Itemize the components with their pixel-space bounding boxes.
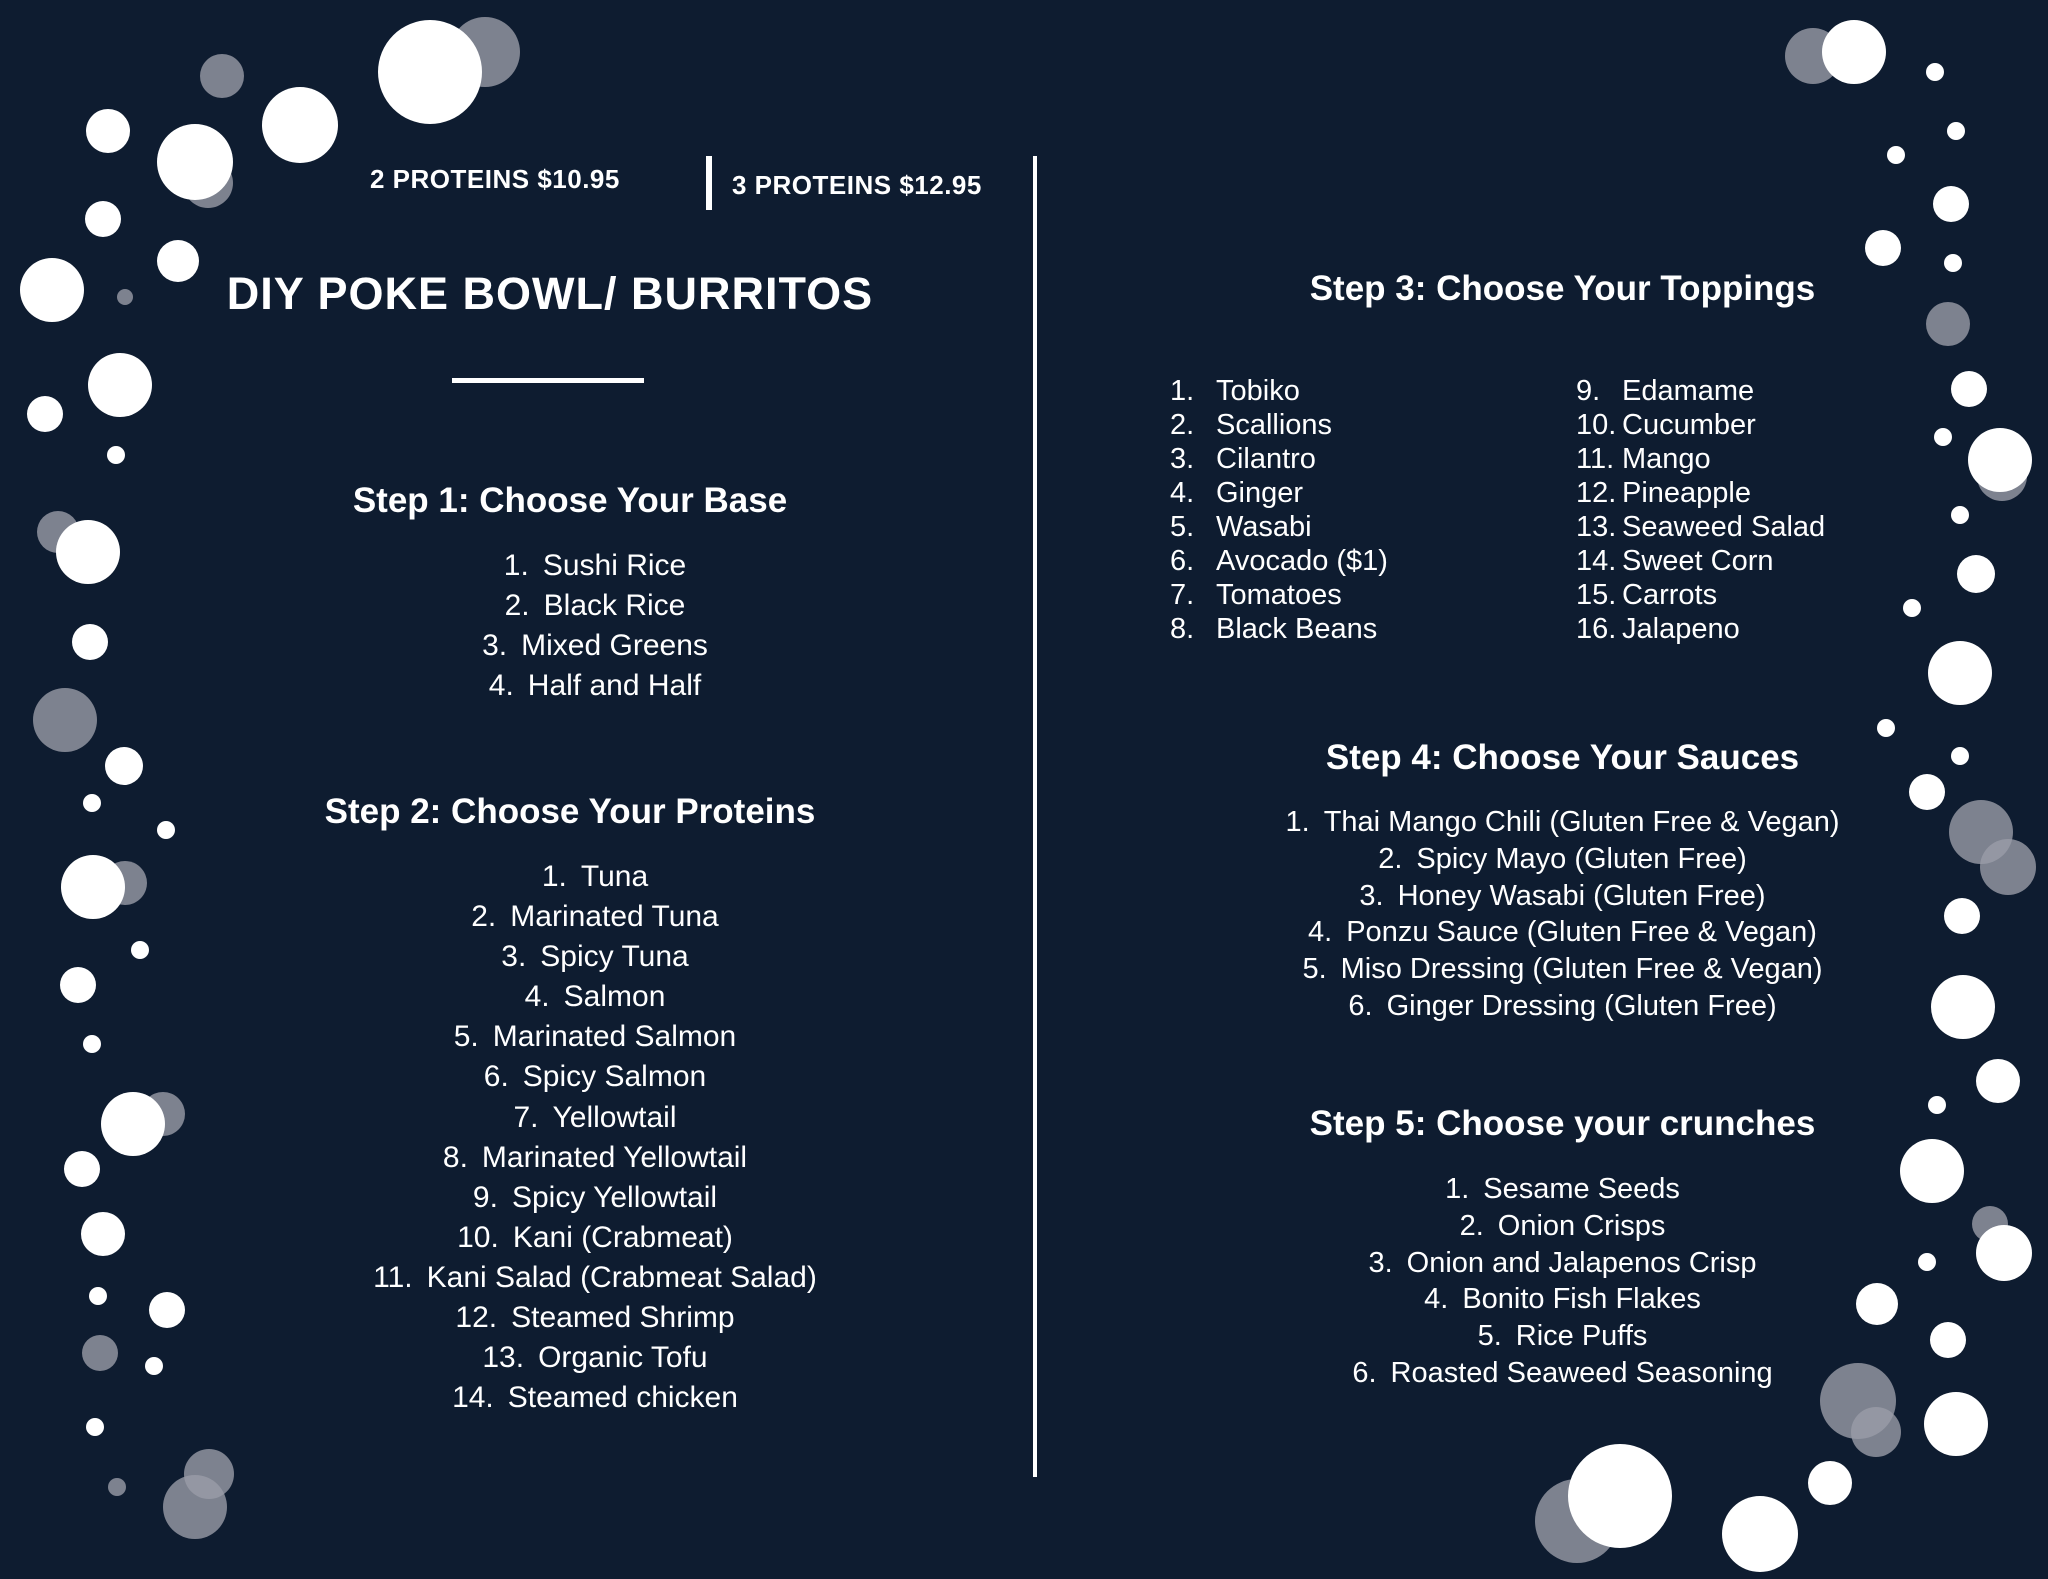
- bubble-dot: [1568, 1444, 1672, 1548]
- bubble-dot: [88, 353, 152, 417]
- item-number: 6.: [483, 1060, 509, 1094]
- topping-item: [1170, 408, 1388, 442]
- protein-item: [200, 1218, 990, 1258]
- item-number: 7.: [1170, 579, 1195, 611]
- bubble-dot: [1926, 63, 1944, 81]
- bubble-dot: [1980, 839, 2036, 895]
- bubble-dot: [108, 1478, 126, 1496]
- item-number: 5.: [453, 1020, 479, 1054]
- bubble-dot: [157, 124, 233, 200]
- item-label: Kani Salad (Crabmeat Salad): [426, 1260, 817, 1294]
- item-number: 4.: [1308, 916, 1333, 949]
- menu-title: DIY POKE BOWL/ BURRITOS: [226, 268, 874, 319]
- topping-item: [1576, 476, 1825, 510]
- bubble-dot: [1903, 599, 1921, 617]
- item-number: 14.: [1576, 545, 1617, 577]
- bubble-dot: [1934, 428, 1952, 446]
- price-three-proteins: 3 PROTEINS $12.95: [732, 170, 982, 200]
- item-label: Marinated Yellowtail: [481, 1140, 748, 1174]
- item-label: Salmon: [563, 980, 666, 1014]
- protein-item: [200, 1378, 990, 1418]
- bubble-dot: [83, 1035, 101, 1053]
- toppings-list-2: [1576, 374, 1825, 646]
- price-two-proteins: 2 PROTEINS $10.95: [370, 164, 620, 194]
- item-number: 1.: [541, 860, 567, 893]
- item-number: 3.: [1368, 1246, 1393, 1279]
- price-divider: [706, 156, 712, 210]
- sauce-item: [1150, 951, 1975, 988]
- bubble-dot: [1822, 20, 1886, 84]
- item-label: Spicy Salmon: [522, 1060, 707, 1094]
- bubble-dot: [1877, 719, 1895, 737]
- item-label: Jalapeno: [1622, 613, 1740, 645]
- item-number: 9.: [472, 1180, 498, 1214]
- step2-title: Step 2: Choose Your Proteins: [324, 792, 816, 831]
- bubble-dot: [1947, 122, 1965, 140]
- item-label: Ginger Dressing (Gluten Free): [1386, 989, 1777, 1022]
- step5-title: Step 5: Choose your crunches: [1309, 1104, 1816, 1143]
- title-underline: [452, 378, 644, 383]
- item-number: 10.: [1576, 409, 1617, 441]
- bubble-dot: [89, 1287, 107, 1305]
- bubble-dot: [1957, 555, 1995, 593]
- item-label: Sweet Corn: [1622, 545, 1774, 577]
- bubble-dot: [149, 1292, 185, 1328]
- crunch-item: [1150, 1281, 1975, 1318]
- item-label: Tobiko: [1216, 375, 1300, 407]
- item-number: 3.: [1359, 879, 1384, 912]
- protein-item: [200, 1338, 990, 1378]
- bubble-dot: [82, 1335, 118, 1371]
- item-label: Sesame Seeds: [1483, 1173, 1680, 1205]
- protein-item: [200, 1298, 990, 1338]
- bubble-dot: [85, 201, 121, 237]
- item-number: 5.: [1170, 511, 1195, 543]
- item-label: Sushi Rice: [542, 549, 687, 582]
- item-label: Wasabi: [1216, 511, 1312, 543]
- bubble-dot: [1924, 1392, 1988, 1456]
- item-label: Black Beans: [1216, 613, 1378, 645]
- item-number: 3.: [482, 629, 508, 662]
- item-label: Spicy Yellowtail: [511, 1180, 718, 1214]
- item-number: 1.: [1285, 806, 1310, 838]
- bubble-dot: [60, 967, 96, 1003]
- bubble-dot: [163, 1475, 227, 1539]
- bubble-dot: [1933, 186, 1969, 222]
- item-number: 4.: [1424, 1283, 1449, 1316]
- bubble-dot: [86, 109, 130, 153]
- topping-item: [1576, 612, 1825, 646]
- protein-item: [200, 1057, 990, 1097]
- item-number: 3.: [501, 940, 527, 974]
- item-label: Spicy Tuna: [540, 940, 689, 974]
- bubble-dot: [262, 87, 338, 163]
- item-label: Organic Tofu: [538, 1341, 708, 1375]
- protein-item: [200, 977, 990, 1017]
- crunch-item: [1150, 1171, 1975, 1208]
- item-label: Honey Wasabi (Gluten Free): [1397, 879, 1766, 912]
- bubble-dot: [83, 794, 101, 812]
- bubble-dot: [1976, 1225, 2032, 1281]
- bubble-dot: [64, 1151, 100, 1187]
- bubble-dot: [56, 520, 120, 584]
- topping-item: [1576, 374, 1825, 408]
- item-number: 12.: [1576, 477, 1617, 509]
- topping-item: [1170, 544, 1388, 578]
- item-label: Mixed Greens: [521, 629, 708, 662]
- item-label: Pineapple: [1622, 477, 1751, 509]
- bubble-dot: [131, 941, 149, 959]
- protein-item: [200, 857, 990, 897]
- item-number: 2.: [1459, 1209, 1484, 1242]
- bubble-dot: [86, 1418, 104, 1436]
- bubble-dot: [378, 20, 482, 124]
- item-number: 6.: [1170, 545, 1195, 577]
- crunch-item: [1150, 1355, 1975, 1392]
- bubble-dot: [33, 688, 97, 752]
- item-label: Bonito Fish Flakes: [1462, 1283, 1701, 1316]
- crunch-item: [1150, 1318, 1975, 1355]
- base-list: [200, 546, 990, 706]
- item-number: 13.: [1576, 511, 1617, 543]
- sauces-list: [1150, 804, 1975, 1025]
- item-number: 2.: [1170, 409, 1195, 441]
- item-label: Seaweed Salad: [1622, 511, 1826, 543]
- bubble-dot: [107, 446, 125, 464]
- sauce-item: [1150, 841, 1975, 878]
- item-number: 1.: [503, 549, 529, 582]
- topping-item: [1170, 578, 1388, 612]
- item-number: 4.: [1170, 477, 1195, 509]
- item-label: Miso Dressing (Gluten Free & Vegan): [1340, 953, 1823, 986]
- bubble-dot: [27, 396, 63, 432]
- column-divider: [1033, 156, 1037, 1477]
- item-label: Mango: [1622, 443, 1711, 475]
- item-label: Spicy Mayo (Gluten Free): [1416, 842, 1747, 875]
- bubble-dot: [1928, 641, 1992, 705]
- bubble-dot: [1722, 1496, 1798, 1572]
- base-item: [200, 546, 990, 586]
- protein-item: [200, 937, 990, 977]
- item-number: 5.: [1302, 953, 1327, 986]
- item-number: 2.: [1378, 842, 1403, 875]
- bubble-dot: [1851, 1407, 1901, 1457]
- item-label: Marinated Salmon: [492, 1020, 737, 1054]
- bubble-dot: [81, 1212, 125, 1256]
- bubble-dot: [1887, 146, 1905, 164]
- crunch-item: [1150, 1245, 1975, 1282]
- protein-item: [200, 1178, 990, 1218]
- item-label: Avocado ($1): [1216, 545, 1388, 577]
- toppings-list-1: [1170, 374, 1388, 646]
- item-number: 14.: [452, 1381, 494, 1415]
- item-label: Steamed chicken: [507, 1381, 738, 1415]
- topping-item: [1170, 612, 1388, 646]
- item-number: 7.: [513, 1100, 539, 1134]
- item-number: 6.: [1352, 1356, 1377, 1389]
- bubble-dot: [1951, 506, 1969, 524]
- item-number: 4.: [524, 980, 550, 1014]
- item-number: 11.: [1576, 443, 1615, 475]
- bubble-dot: [157, 821, 175, 839]
- item-label: Ginger: [1216, 477, 1304, 509]
- item-label: Onion Crisps: [1497, 1209, 1666, 1242]
- item-number: 2.: [471, 900, 497, 934]
- item-number: 8.: [1170, 613, 1195, 645]
- item-number: 1.: [1445, 1173, 1470, 1205]
- bubble-dot: [145, 1357, 163, 1375]
- item-label: Scallions: [1216, 409, 1333, 441]
- item-label: Cucumber: [1622, 409, 1756, 441]
- item-number: 4.: [488, 669, 514, 702]
- topping-item: [1576, 578, 1825, 612]
- item-number: 11.: [373, 1260, 413, 1294]
- item-label: Tuna: [580, 860, 649, 893]
- topping-item: [1170, 510, 1388, 544]
- item-label: Roasted Seaweed Seasoning: [1390, 1356, 1773, 1389]
- protein-item: [200, 1017, 990, 1057]
- topping-item: [1170, 442, 1388, 476]
- item-number: 15.: [1576, 579, 1617, 611]
- base-item: [200, 626, 990, 666]
- protein-item: [200, 1098, 990, 1138]
- bubble-dot: [1951, 371, 1987, 407]
- topping-item: [1576, 510, 1825, 544]
- item-number: 9.: [1576, 375, 1601, 407]
- bubble-dot: [61, 855, 125, 919]
- bubble-dot: [1976, 1059, 2020, 1103]
- topping-item: [1576, 408, 1825, 442]
- bubble-dot: [20, 258, 84, 322]
- item-number: 1.: [1170, 375, 1195, 407]
- step1-title: Step 1: Choose Your Base: [352, 481, 788, 520]
- bubble-dot: [117, 289, 133, 305]
- bubble-dot: [1968, 428, 2032, 492]
- topping-item: [1576, 442, 1825, 476]
- bubble-dot: [1808, 1461, 1852, 1505]
- protein-item: [200, 1138, 990, 1178]
- item-label: Onion and Jalapenos Crisp: [1406, 1246, 1757, 1279]
- protein-item: [200, 1258, 990, 1298]
- item-number: 8.: [442, 1140, 468, 1174]
- base-item: [200, 586, 990, 626]
- bubble-dot: [1865, 230, 1901, 266]
- bubble-dot: [101, 1092, 165, 1156]
- item-label: Edamame: [1622, 375, 1755, 407]
- item-number: 16.: [1576, 613, 1617, 645]
- item-label: Marinated Tuna: [510, 900, 719, 934]
- item-label: Rice Puffs: [1515, 1320, 1648, 1353]
- sauce-item: [1150, 914, 1975, 951]
- item-label: Kani (Crabmeat): [512, 1220, 733, 1254]
- item-label: Steamed Shrimp: [511, 1301, 735, 1335]
- item-label: Ponzu Sauce (Gluten Free & Vegan): [1346, 916, 1817, 949]
- topping-item: [1170, 476, 1388, 510]
- bubble-dot: [72, 624, 108, 660]
- bubble-dot: [200, 54, 244, 98]
- step3-title: Step 3: Choose Your Toppings: [1309, 269, 1816, 308]
- sauce-item: [1150, 804, 1975, 841]
- item-number: 3.: [1170, 443, 1195, 475]
- topping-item: [1576, 544, 1825, 578]
- item-label: Yellowtail: [552, 1100, 677, 1134]
- base-item: [200, 666, 990, 706]
- item-label: Cilantro: [1216, 443, 1316, 475]
- bubble-dot: [105, 747, 143, 785]
- bubble-dot: [157, 240, 199, 282]
- item-label: Half and Half: [527, 669, 702, 702]
- crunch-item: [1150, 1208, 1975, 1245]
- protein-item: [200, 897, 990, 937]
- item-label: Black Rice: [543, 589, 686, 622]
- sauce-item: [1150, 878, 1975, 915]
- item-number: 2.: [504, 589, 530, 622]
- topping-item: [1170, 374, 1388, 408]
- step4-title: Step 4: Choose Your Sauces: [1325, 738, 1800, 777]
- item-number: 13.: [482, 1341, 525, 1375]
- item-number: 6.: [1348, 989, 1373, 1022]
- item-number: 10.: [457, 1220, 499, 1254]
- item-label: Carrots: [1622, 579, 1718, 611]
- item-number: 12.: [455, 1301, 498, 1335]
- item-label: Thai Mango Chili (Gluten Free & Vegan): [1323, 806, 1840, 838]
- item-number: 5.: [1477, 1320, 1502, 1353]
- crunches-list: [1150, 1171, 1975, 1392]
- protein-list: [200, 857, 990, 1418]
- item-label: Tomatoes: [1216, 579, 1342, 611]
- sauce-item: [1150, 988, 1975, 1025]
